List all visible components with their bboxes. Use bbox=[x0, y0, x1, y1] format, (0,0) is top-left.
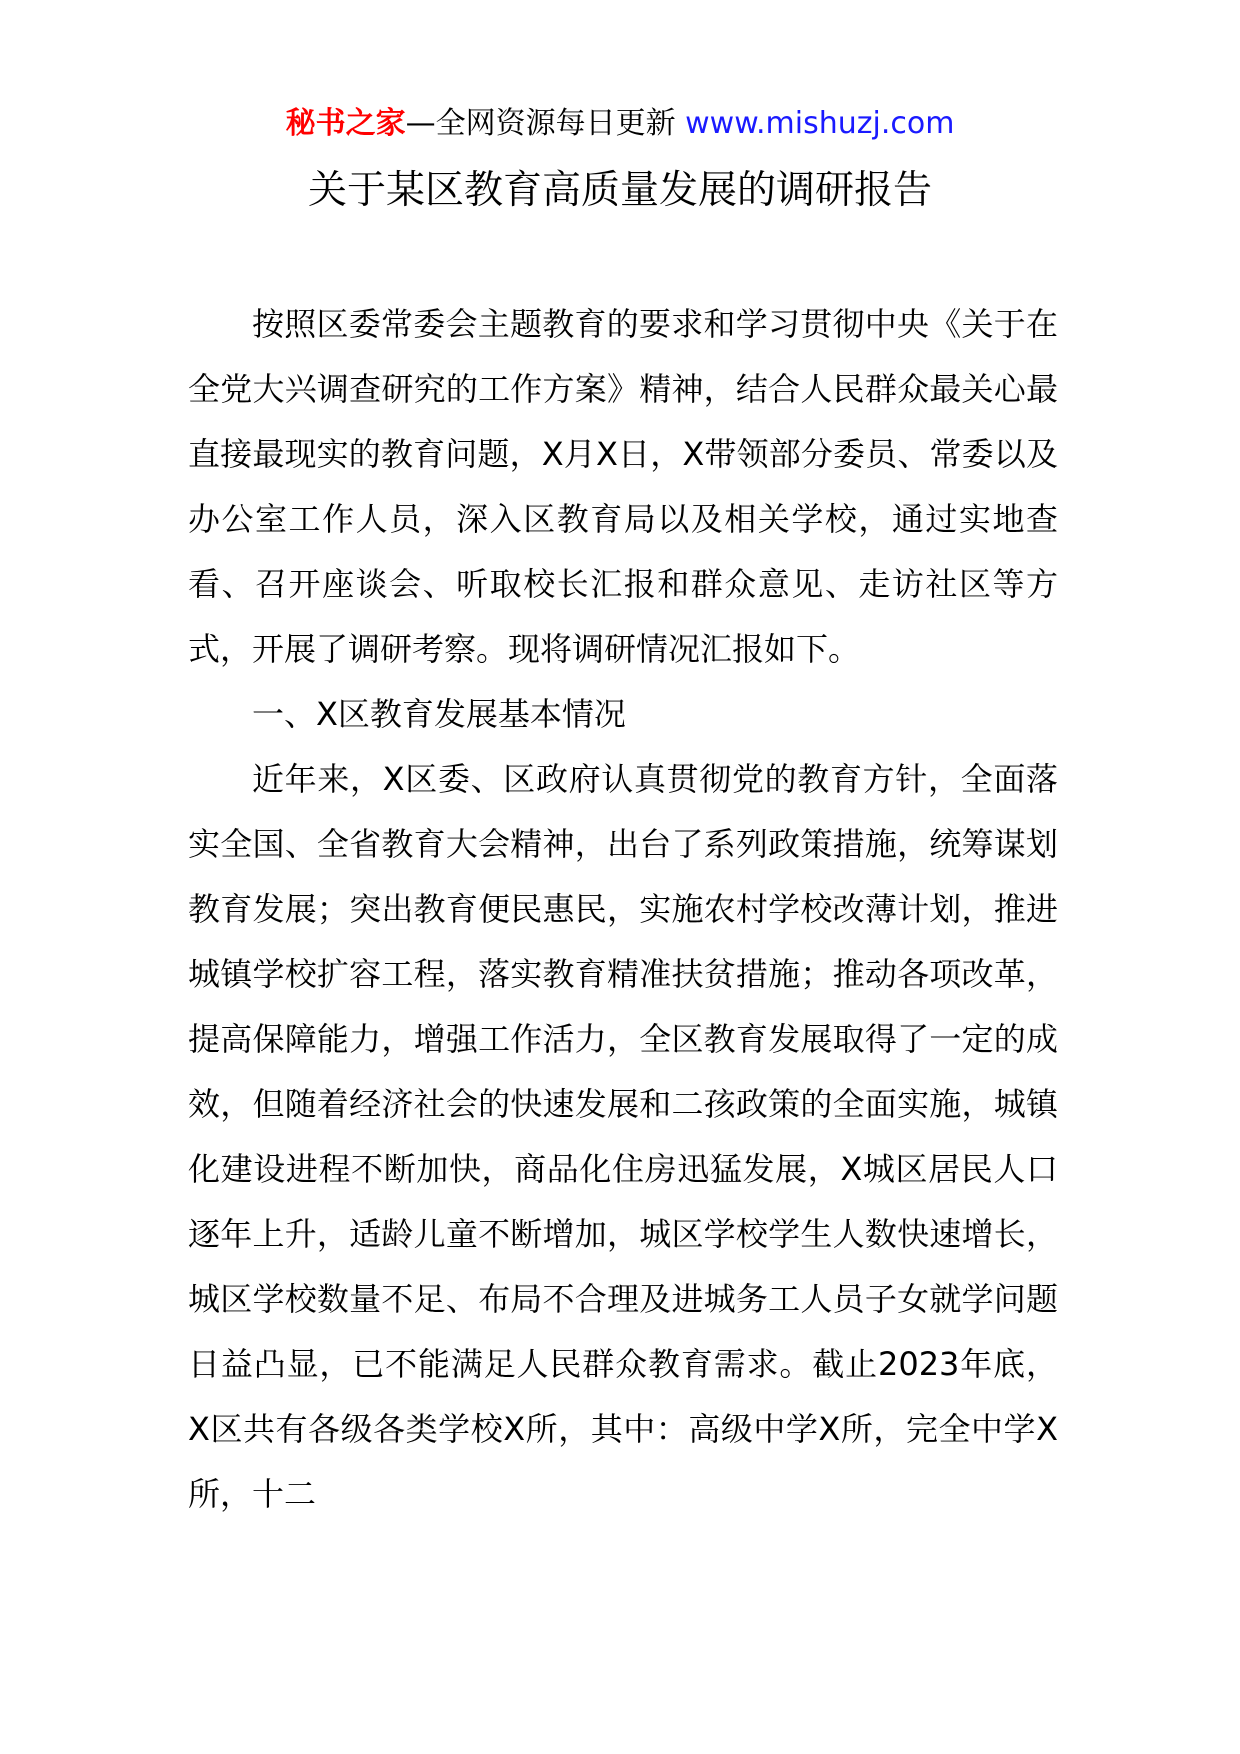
paragraph-basic-situation: 近年来，X区委、区政府认真贯彻党的教育方针，全面落实全国、全省教育大会精神，出台了系列政策措施，统筹谋划教育发展；突出教育便民惠民，实施农村学校改薄计划，推进城镇学校扩容工程，落实教育精准扶贫措施；推动各项改革，提高保障能力，增强工作活力，全区教育发展取得了一定的成效，但随着经济社会的快速发展和二孩政策的全面实施，城镇化建设进程不断加快，商品化住房迅猛发展，X城区居民人口逐年上升，适龄儿童不断增加，城区学校学生人数快速增长，城区学校数量不足、布局不合理及进城务工人员子女就学问题日益凸显，已不能满足人民群众教育需求。截止2023年底，X区共有各级各类学校X所，其中：高级中学X所，完全中学X所，十二 bbox=[188, 760, 1058, 1513]
header-slogan: —全网资源每日更新 bbox=[405, 106, 686, 141]
document-body bbox=[188, 292, 1058, 1527]
document-title: 关于某区教育高质量发展的调研报告 bbox=[307, 168, 932, 213]
brand-name: 秘书之家 bbox=[285, 106, 406, 141]
section-heading-1: 一、X区教育发展基本情况 bbox=[252, 695, 626, 733]
site-header bbox=[0, 102, 1240, 146]
site-url-link[interactable]: www.mishuzj.com bbox=[685, 106, 955, 141]
paragraph-intro: 按照区委常委会主题教育的要求和学习贯彻中央《关于在全党大兴调查研究的工作方案》精神，结合人民群众最关心最直接最现实的教育问题，X月X日，X带领部分委员、常委以及办公室工作人员，深入区教育局以及相关学校，通过实地查看、召开座谈会、听取校长汇报和群众意见、走访社区等方式，开展了调研考察。现将调研情况汇报如下。 bbox=[188, 305, 1058, 668]
